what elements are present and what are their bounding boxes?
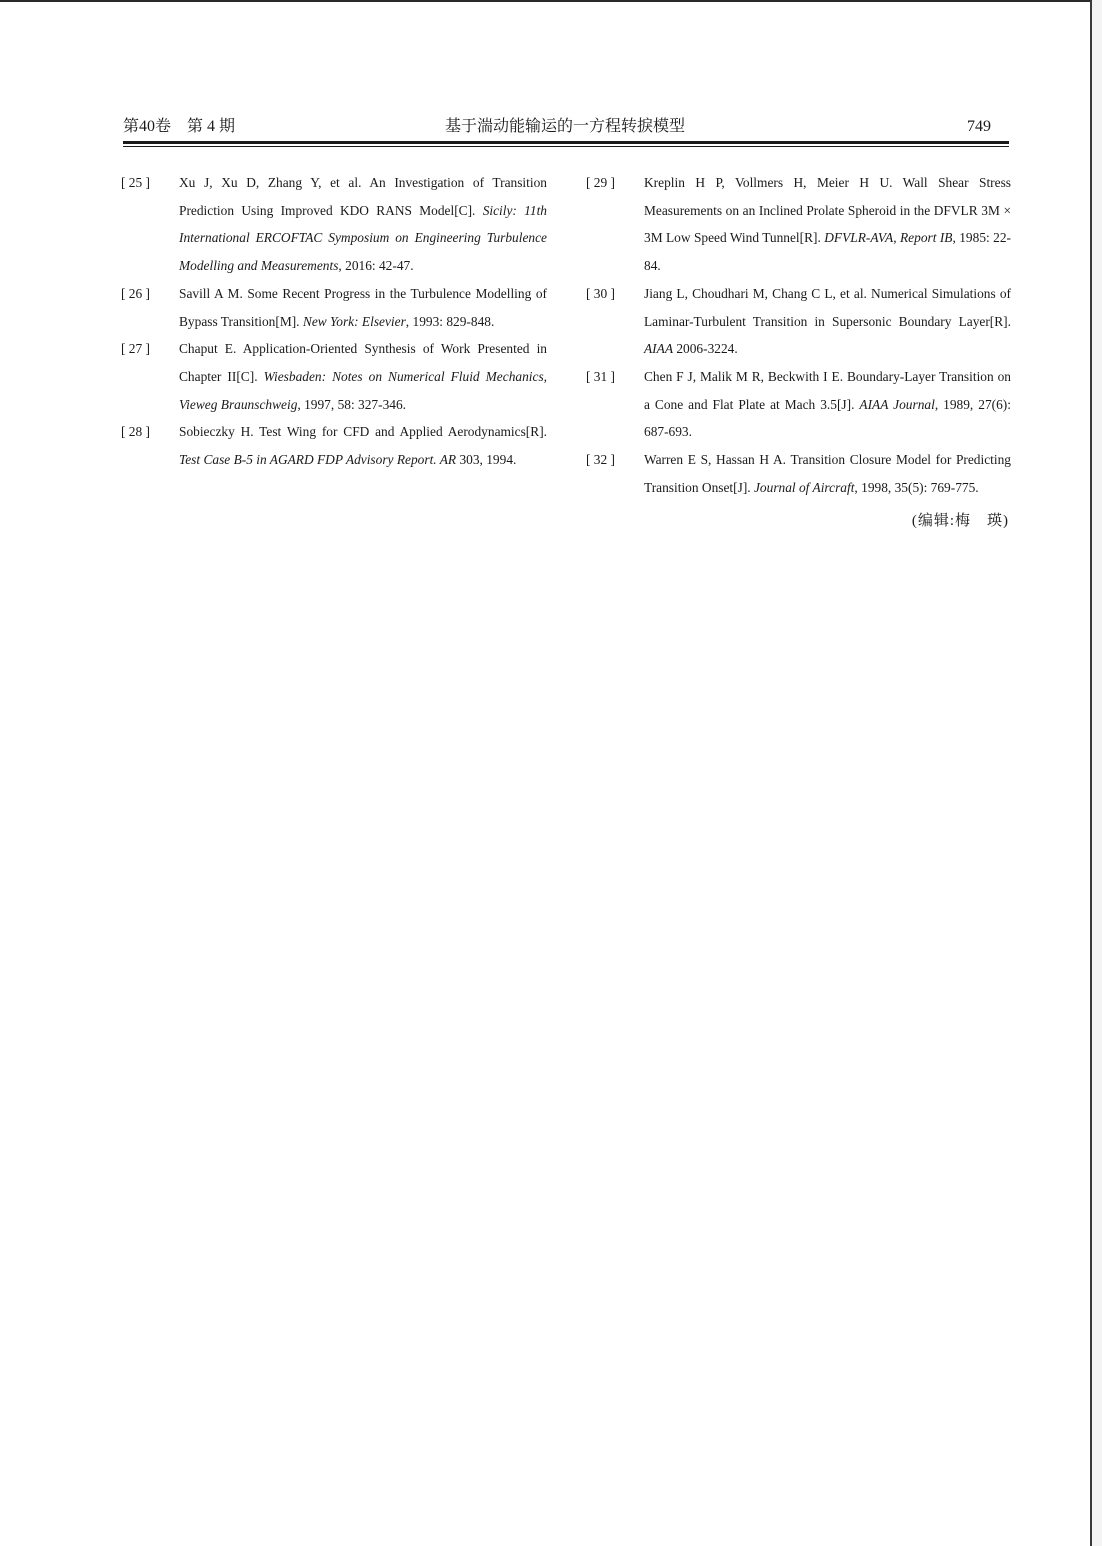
reference-text-segment: Jiang L, Choudhari M, Chang C L, et al. Numerical Simulations of Laminar-Turbulent Transition in Supersonic Boundary Layer[R].	[644, 285, 1011, 329]
reference-text-segment: , 1997, 58: 327-346.	[297, 396, 406, 412]
reference-text-segment: Xu J, Xu D, Zhang Y, et al. An Investigation of Transition Prediction Using Improved KDO RANS Model[C].	[179, 175, 547, 218]
journal-article-title: 基于湍动能输运的一方程转捩模型	[445, 118, 686, 135]
issue-label: 第 4 期	[187, 118, 236, 135]
reference-number: [ 30 ]	[586, 285, 616, 301]
scan-edge-right	[1090, 0, 1092, 1546]
reference-item	[121, 169, 547, 280]
reference-text-segment: 2006-3224.	[673, 341, 738, 357]
references-right-list	[586, 169, 1011, 501]
reference-source-italic: DFVLR-AVA	[824, 230, 894, 246]
reference-text	[644, 363, 1011, 446]
reference-text-segment: Chen F J, Malik M R, Beckwith I E. Boundary-Layer Transition on a Cone and Flat Plate at Mach 3.5[J].	[644, 368, 1011, 412]
reference-source-italic: New York: Elsevier	[302, 313, 406, 329]
reference-text-segment: , 1998, 35(5): 769-775.	[854, 479, 979, 495]
reference-item	[121, 335, 547, 418]
reference-text	[179, 418, 547, 473]
reference-text-segment: , 1989, 27(6): 687-693.	[644, 396, 1011, 440]
page-number: 749	[967, 118, 991, 135]
header-rule-thin	[123, 146, 1009, 147]
reference-number: [ 27 ]	[121, 341, 151, 357]
reference-text-segment: Sobieczky H. Test Wing for CFD and Applied Aerodynamics[R].	[179, 424, 547, 440]
reference-item	[586, 363, 1011, 446]
reference-item	[586, 446, 1011, 501]
reference-text-segment: Warren E S, Hassan H A. Transition Closure Model for Predicting Transition Onset[J].	[644, 452, 1011, 495]
reference-number: [ 28 ]	[121, 424, 151, 440]
reference-item	[586, 169, 1011, 280]
reference-number: [ 32 ]	[586, 452, 616, 468]
reference-number: [ 25 ]	[121, 175, 151, 190]
volume-issue	[123, 116, 235, 138]
running-header	[123, 116, 1009, 138]
reference-text	[644, 446, 1011, 501]
reference-source-italic: Journal of Aircraft	[753, 479, 855, 495]
reference-text-segment: , 1985: 22-84.	[644, 230, 1011, 274]
scan-edge-shade	[1092, 0, 1102, 1546]
reference-item	[586, 280, 1011, 363]
reference-number: [ 26 ]	[121, 285, 151, 301]
reference-text	[179, 169, 547, 280]
reference-text-segment: Savill A M. Some Recent Progress in the Turbulence Modelling of Bypass Transition[M].	[179, 285, 547, 329]
reference-text-segment: , 1993: 829-848.	[405, 313, 495, 329]
editor-note: (编辑:梅 瑛)	[911, 513, 1009, 530]
reference-text-segment: ,	[893, 230, 900, 246]
reference-source-italic: AIAA Journal	[859, 396, 935, 412]
reference-item	[121, 280, 547, 335]
volume-label: 第40卷	[123, 118, 172, 135]
reference-text	[179, 335, 547, 418]
reference-item	[121, 418, 547, 473]
references-right-column	[586, 169, 1011, 536]
reference-number: [ 31 ]	[586, 368, 616, 384]
reference-text	[644, 169, 1011, 280]
reference-number: [ 29 ]	[586, 175, 616, 190]
reference-text-segment: 303, 1994.	[456, 452, 517, 468]
reference-source-italic: Report IB	[900, 230, 953, 246]
reference-source-italic: AIAA	[644, 341, 673, 357]
reference-text-segment: Kreplin H P, Vollmers H, Meier H U. Wall Shear Stress Measurements on an Inclined Prolate Spheroid in the DFVLR 3M × 3M Low Speed Wind Tunnel[R].	[644, 175, 1011, 246]
reference-text-segment: Chaput E. Application-Oriented Synthesis of Work Presented in Chapter II[C].	[179, 341, 547, 384]
header-rule-thick	[123, 141, 1009, 144]
references-left-column	[121, 169, 547, 474]
scan-edge-top	[0, 0, 1102, 2]
reference-source-italic: Test Case B-5 in AGARD FDP Advisory Report. AR	[179, 452, 457, 468]
reference-source-italic: Sicily: 11th International ERCOFTAC Symposium on Engineering Turbulence Modelling and Measurements	[179, 202, 547, 274]
reference-text	[644, 280, 1011, 363]
reference-text-segment: , 2016: 42-47.	[338, 258, 414, 274]
reference-text	[179, 280, 547, 335]
reference-source-italic: Wiesbaden: Notes on Numerical Fluid Mechanics, Vieweg Braunschweig	[179, 368, 548, 412]
